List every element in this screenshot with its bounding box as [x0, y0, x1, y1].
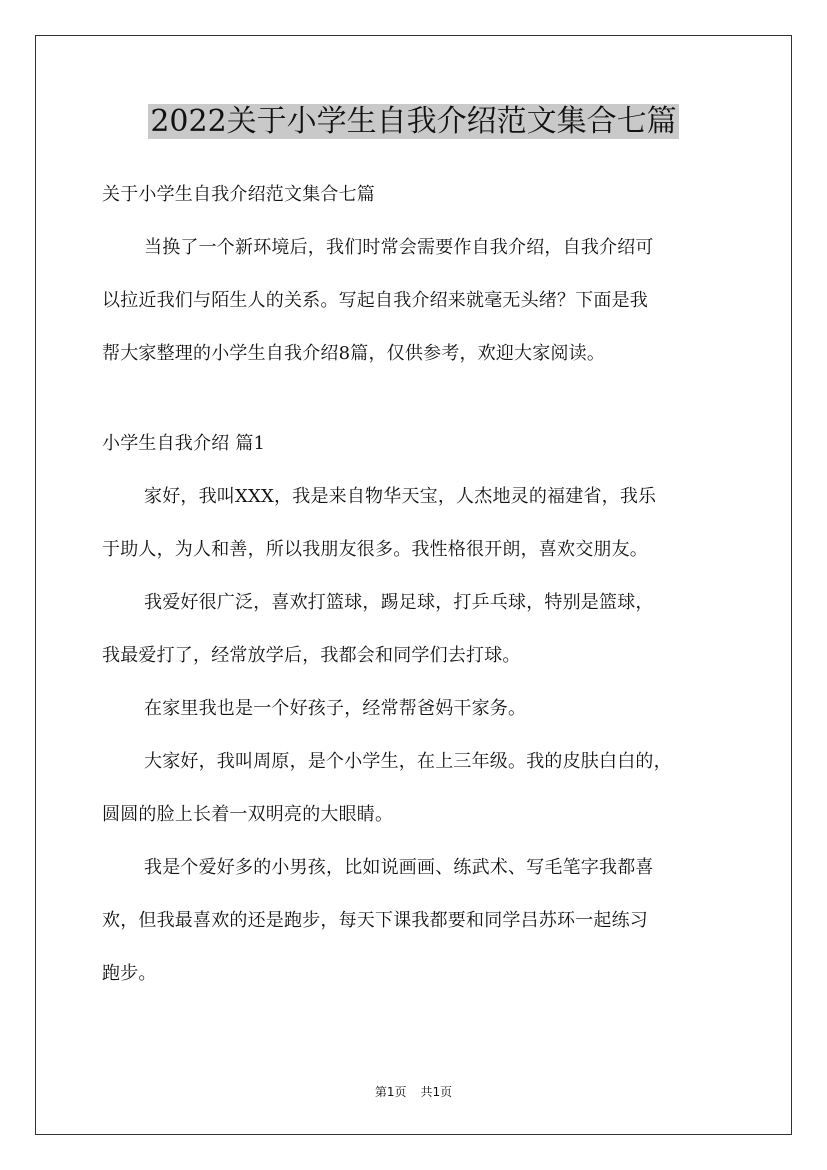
intro-line: 当换了一个新环境后，我们时常会需要作自我介绍，自我介绍可 — [144, 237, 654, 258]
paragraph-line: 家好，我叫XXX，我是来自物华天宝，人杰地灵的福建省，我乐 — [144, 486, 657, 507]
paragraph-line: 大家好，我叫周原，是个小学生，在上三年级。我的皮肤白白的， — [144, 751, 672, 772]
paragraph-line: 我最爱打了，经常放学后，我都会和同学们去打球。 — [102, 645, 521, 666]
document-subtitle: 关于小学生自我介绍范文集合七篇 — [102, 184, 375, 205]
paragraph-line: 我是个爱好多的小男孩，比如说画画、练武术、写毛笔字我都喜 — [144, 857, 654, 878]
document-title-text: 2022关于小学生自我介绍范文集合七篇 — [150, 104, 677, 139]
paragraph-line: 于助人，为人和善，所以我朋友很多。我性格很开朗，喜欢交朋友。 — [102, 539, 648, 560]
intro-line: 以拉近我们与陌生人的关系。写起自我介绍来就毫无头绪？下面是我 — [102, 290, 648, 311]
paragraph-line: 跑步。 — [102, 963, 157, 984]
document-body — [102, 177, 732, 1009]
paragraph-line: 欢，但我最喜欢的还是跑步，每天下课我都要和同学吕苏环一起练习 — [102, 910, 648, 931]
page-total: 共1页 — [420, 1085, 453, 1099]
paragraph-line: 我爱好很广泛，喜欢打篮球，踢足球，打乒乓球，特别是篮球， — [144, 592, 654, 613]
paragraph-line: 圆圆的脸上长着一双明亮的大眼睛。 — [102, 804, 394, 825]
page-footer — [0, 1083, 827, 1101]
section-heading: 小学生自我介绍 篇1 — [102, 433, 266, 454]
intro-line: 帮大家整理的小学生自我介绍8篇，仅供参考，欢迎大家阅读。 — [102, 343, 606, 364]
page-number: 第1页 — [374, 1085, 407, 1099]
document-title — [0, 100, 827, 144]
paragraph-line: 在家里我也是一个好孩子，经常帮爸妈干家务。 — [144, 698, 527, 719]
